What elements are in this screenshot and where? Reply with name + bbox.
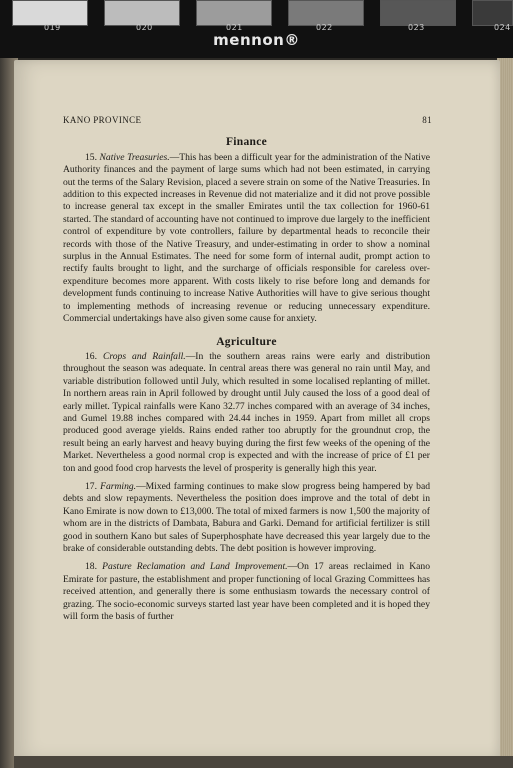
patch-number-023: 023 [408, 23, 425, 32]
running-title: KANO PROVINCE [63, 115, 142, 125]
patch-number-021: 021 [226, 23, 243, 32]
paragraph-title: Farming. [100, 480, 137, 492]
section-heading-agriculture: Agriculture [216, 335, 277, 348]
paragraph-number: 18. [85, 561, 103, 573]
paragraph-title: Pasture Reclamation and Land Improvement. [102, 561, 288, 573]
paragraph-number: 17. [85, 480, 101, 492]
color-calibration-strip [0, 0, 513, 58]
page-number: 81 [422, 115, 432, 125]
paragraph-15 [63, 152, 430, 326]
paragraph-18 [63, 561, 430, 623]
patch-number-020: 020 [136, 23, 153, 32]
patch-number-022: 022 [316, 23, 333, 32]
patch-number-024: 024 [494, 23, 511, 32]
running-header [63, 114, 430, 126]
paragraph-body: —In the southern areas rains were early and distribution throughout the season was adequate. In central areas there was general no rain until May, and variable distribution followed until July, which resulted in some localised replanting of millet. In northern areas rain in April followed by drought until July caused the loss of a good deal of early millet. Typical rainfalls were Kano 32.77 inches compared with an average of 34 inches, and Gumel 19.88 inches compared with 24.44 inches in 1959. Apart from millet all crops produced good average yields. Rains ended rather too abruptly for the groundnut crop, the result being an early harvest and heavy buying during the first few weeks of the opening of the Market. Nevertheless a good normal crop is expected and with the increase of price of £1 per ton and good food crop harvests the level of prosperity is generally high this year. [63, 350, 431, 474]
paragraph-body: —Mixed farming continues to make slow progress being hampered by bad debts and slow repayments. Nevertheless the position does improve and the total of debt in Kano Emirate is now down to £13,000. The total of mixed farmers is now 1,500 the majority of whom are in the districts of Dambata, Babura and Garki. Demand for artificial fertilizer is still good in southern Kano but sales of Superphosphate have decreased this year largely due to the brake of considerable outstanding debts. The debt position is however improving. [63, 480, 431, 554]
book-bottom-edge [14, 756, 513, 768]
paragraph-number: 15. [85, 151, 100, 163]
paragraph-title: Native Treasuries. [99, 151, 170, 163]
paragraph-body: —On 17 areas reclaimed in Kano Emirate for pasture, the establishment and proper functioning of local Grazing Committees has received attention, and generally there is some enthusiasm towards the necessary control of grazing. The socio-economic surveys started last year have been completed and it is hoped they will form the basis of further [63, 561, 431, 623]
paragraph-title: Crops and Rainfall. [102, 350, 186, 362]
paragraph-number: 16. [85, 350, 103, 362]
paragraph-body: —This has been a difficult year for the administration of the Native Authority finances and the payment of large sums which had not been estimated, in carrying out the terms of the Salary Revision, placed a severe strain on some of the Native Treasuries. In addition to this expected increases in Revenue did not materialize and it did not prove possible to increase general tax except in the smaller Emirates until the tax collection for 1960-61 started. The standard of accounting have not continued to improve due largely to the inefficient control of expenditure by vote controllers, failure by departmental heads to reconcile their records with those of the Native Treasury, and under-estimating in order to show a nominal surplus in the Annual Estimates. The need for some form of internal audit, prompt action to rectify faults brought to light, and the surcharge of officials responsible for careless over-expenditure becomes more apparent. With costs likely to rise before long and demands for development funds continuing to increase Native Authorities will have to give serious thought to implementing methods of increasing revenue or reducing unnecessary expenditure. Commercial undertakings have also given some cause for anxiety. [63, 151, 431, 325]
paragraph-16 [63, 351, 430, 475]
brand-logo: mennon® [213, 31, 300, 49]
section-heading-finance: Finance [225, 136, 268, 149]
page-content [63, 114, 430, 629]
paragraph-17 [63, 481, 430, 555]
patch-number-019: 019 [44, 23, 61, 32]
